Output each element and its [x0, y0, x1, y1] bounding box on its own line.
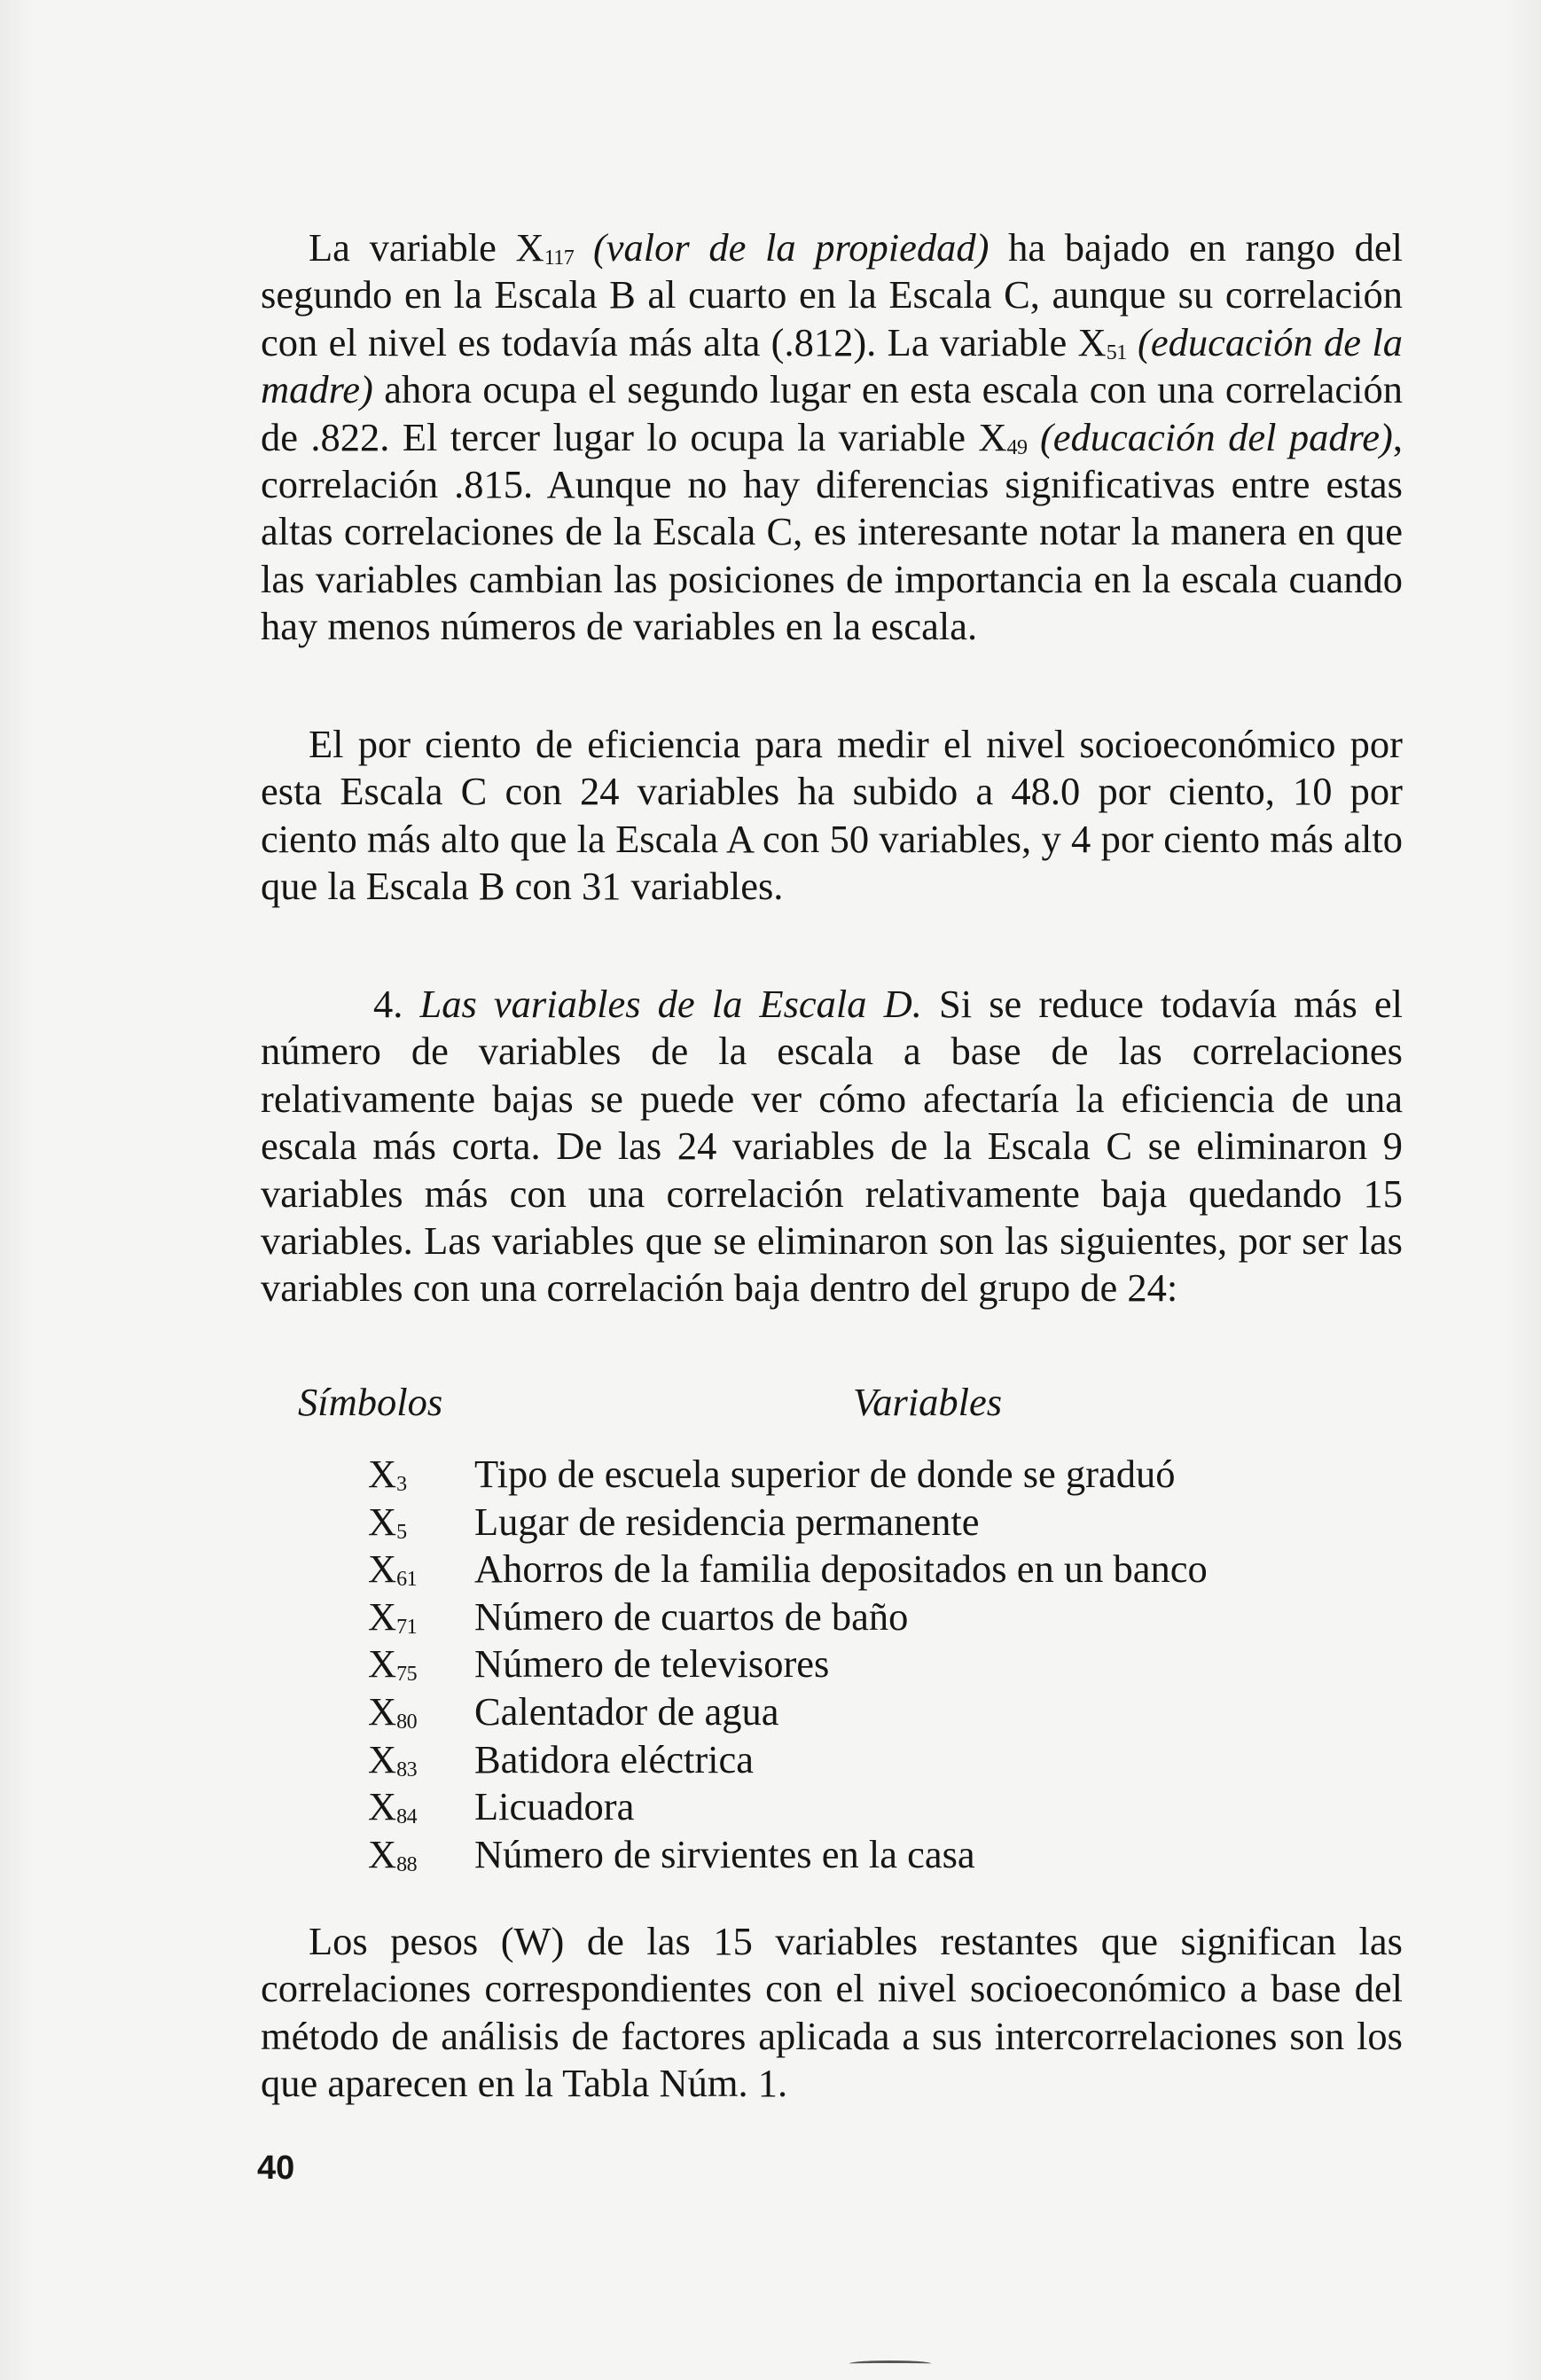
symbol-subscript: 3: [396, 1473, 407, 1496]
symbol-letter: X: [368, 1688, 397, 1734]
variable-description: Número de sirvientes en la casa: [474, 1831, 975, 1876]
symbol-subscript: 61: [396, 1568, 418, 1592]
variable-subscript: 49: [1006, 435, 1028, 459]
variable-description: Licuadora: [474, 1784, 635, 1829]
text-run: , correlación .815. Aunque no hay diferencias significativas entre estas altas correlaciones de la Escala C, es interesante notar la manera en que las variables cambian las posiciones de importancia en la escala cuando hay menos números de variables en la escala.: [261, 414, 1403, 649]
variable-symbol: [368, 1593, 417, 1641]
paragraph-scale-c-correlations: [261, 224, 1403, 651]
symbol-letter: X: [368, 1784, 397, 1829]
italic-term: (educación del padre): [1039, 414, 1393, 459]
text-run: ahora ocupa el segundo lugar en esta escala con una correlación de .822. El tercer lugar lo ocupa la variable X: [261, 367, 1403, 459]
symbol-letter: X: [368, 1641, 397, 1687]
variable-symbol: [368, 1783, 417, 1831]
variable-subscript: 51: [1106, 341, 1127, 364]
symbol-letter: X: [368, 1736, 397, 1781]
paragraph-efficiency: El por ciento de eficiencia para medir el nivel socioeconómico por esta Escala C con 24 variables ha subido a 48.0 por ciento, 10 por ciento más alto que la Escala A con 50 variables, y 4 por ciento más alto que la Escala B con 31 variables.: [261, 722, 1403, 909]
variable-description: Tipo de escuela superior de donde se graduó: [474, 1452, 1176, 1496]
table-row: [261, 1546, 1403, 1593]
table-row: [261, 1499, 1403, 1546]
symbol-subscript: 83: [396, 1758, 418, 1781]
header-symbols: Símbolos: [298, 1380, 443, 1424]
variable-description: Batidora eléctrica: [474, 1736, 755, 1781]
variable-description: Calentador de agua: [474, 1688, 779, 1734]
header-variables: Variables: [853, 1380, 1003, 1424]
page-number: 40: [257, 2149, 295, 2187]
symbol-letter: X: [368, 1499, 397, 1544]
variable-symbol: [368, 1688, 417, 1736]
section-heading: Las variables de la Escala D.: [419, 982, 922, 1026]
table-row: [261, 1736, 1403, 1784]
table-row: [261, 1593, 1403, 1641]
variable-symbol: [368, 1546, 417, 1593]
variable-symbol: [368, 1499, 407, 1546]
symbol-subscript: 5: [396, 1520, 407, 1544]
text-run: Si se reduce todavía más el número de variables de la escala a base de las correlaciones relativamente bajas se puede ver cómo afectaría la eficiencia de una escala más corta. De las 24 variables de la Escala C se eliminaron 9 variables más con una correlación relativamente baja quedando 15 variables. Las variables que se eliminaron son las siguientes, por ser las variables con una correlación baja dentro del grupo de 24:: [261, 982, 1403, 1311]
scan-mark: [849, 2360, 931, 2367]
variable-description: Ahorros de la familia depositados en un banco: [474, 1546, 1208, 1592]
italic-term: (valor de la propiedad): [592, 225, 990, 270]
symbol-letter: X: [368, 1546, 397, 1592]
section-number: 4.: [373, 982, 403, 1026]
italic-term: (educación de la madre): [261, 319, 1404, 412]
variable-symbol: [368, 1640, 417, 1688]
symbol-subscript: 84: [396, 1805, 418, 1829]
eliminated-variables-table-header: [261, 1379, 1403, 1432]
symbol-subscript: 80: [396, 1710, 418, 1734]
text-run: La variable X: [309, 225, 544, 270]
eliminated-variables-table: [261, 1451, 1403, 1878]
table-row: [261, 1688, 1403, 1736]
symbol-subscript: 71: [396, 1615, 418, 1639]
symbol-subscript: 75: [396, 1663, 418, 1687]
symbol-subscript: 88: [396, 1852, 418, 1876]
paragraph-weights: Los pesos (W) de las 15 variables restantes que significan las correlaciones correspondientes con el nivel socioeconómico a base del método de análisis de factores aplicada a sus intercorrelaciones son los que aparecen en la Tabla Núm. 1.: [261, 1919, 1403, 2106]
variable-description: Número de cuartos de baño: [474, 1593, 909, 1639]
symbol-letter: X: [368, 1593, 397, 1639]
variable-description: Número de televisores: [474, 1641, 830, 1687]
text-run: ha bajado en rango del segundo en la Escala B al cuarto en la Escala C, aunque su correlación con el nivel es todavía más alta (.812). La variable X: [261, 225, 1404, 364]
variable-description: Lugar de residencia permanente: [474, 1499, 980, 1544]
table-row: [261, 1451, 1403, 1499]
variable-subscript: 117: [544, 247, 575, 270]
table-row: [261, 1831, 1403, 1879]
symbol-letter: X: [368, 1831, 397, 1876]
symbol-letter: X: [368, 1452, 397, 1496]
variable-symbol: [368, 1831, 417, 1879]
table-row: [261, 1640, 1403, 1688]
variable-symbol: [368, 1451, 407, 1499]
paragraph-scale-d: [261, 981, 1403, 1312]
table-row: [261, 1783, 1403, 1831]
variable-symbol: [368, 1736, 417, 1784]
